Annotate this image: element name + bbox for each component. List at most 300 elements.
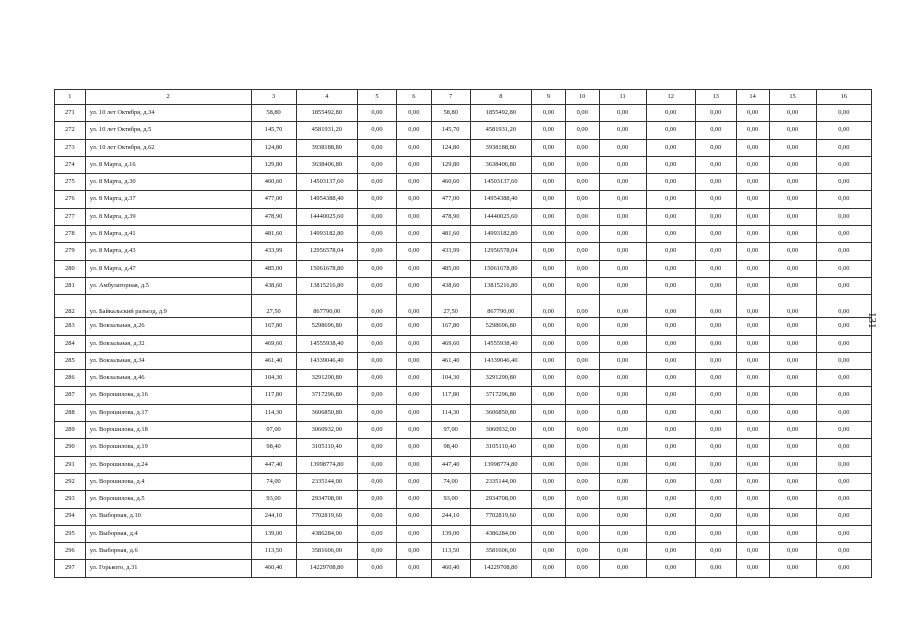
table-row [55, 208, 872, 225]
table-cell: 0,00 [358, 491, 397, 508]
table-cell: 0,00 [532, 560, 566, 577]
table-cell: 0,00 [565, 560, 599, 577]
table-cell: 3060932,00 [296, 422, 357, 439]
table-cell: 0,00 [396, 543, 431, 560]
table-cell: 12956578,04 [296, 243, 357, 260]
column-number-cell: 9 [532, 90, 566, 105]
table-cell: 1855492,80 [296, 105, 357, 122]
table-cell: 0,00 [769, 139, 816, 156]
table-cell: 460,40 [251, 560, 296, 577]
table-cell: 0,00 [736, 439, 769, 456]
table-cell: 0,00 [396, 318, 431, 335]
address-cell: ул. 10 лет Октября, д.34 [85, 105, 251, 122]
table-row [55, 370, 872, 387]
table-cell: 74,00 [431, 473, 470, 490]
table-cell: 296 [55, 543, 86, 560]
table-cell: 285 [55, 352, 86, 369]
table-cell: 0,00 [769, 491, 816, 508]
address-cell: ул. 10 лет Октября, д.5 [85, 122, 251, 139]
table-cell: 293 [55, 491, 86, 508]
table-cell: 0,00 [532, 318, 566, 335]
table-cell: 286 [55, 370, 86, 387]
table-cell: 0,00 [769, 122, 816, 139]
table-row [55, 226, 872, 243]
table-cell: 14503137,60 [296, 174, 357, 191]
table-cell: 4581931,20 [296, 122, 357, 139]
table-cell: 0,00 [695, 243, 736, 260]
table-cell: 0,00 [816, 105, 871, 122]
table-cell: 0,00 [599, 335, 646, 352]
table-cell: 0,00 [565, 277, 599, 294]
table-cell: 290 [55, 439, 86, 456]
table-cell: 0,00 [769, 525, 816, 542]
column-number-cell: 7 [431, 90, 470, 105]
table-cell: 0,00 [736, 335, 769, 352]
table-cell: 0,00 [565, 243, 599, 260]
table-cell: 0,00 [646, 370, 695, 387]
table-cell: 13815216,80 [296, 277, 357, 294]
table-cell: 0,00 [769, 191, 816, 208]
table-cell: 0,00 [358, 260, 397, 277]
table-cell: 0,00 [769, 422, 816, 439]
column-number-cell: 13 [695, 90, 736, 105]
table-cell: 0,00 [695, 295, 736, 318]
table-cell: 0,00 [599, 122, 646, 139]
table-cell: 0,00 [646, 387, 695, 404]
table-cell: 0,00 [358, 105, 397, 122]
table-cell: 104,30 [251, 370, 296, 387]
column-number-cell: 12 [646, 90, 695, 105]
table-cell: 0,00 [646, 491, 695, 508]
table-cell: 98,40 [251, 439, 296, 456]
table-cell: 438,60 [431, 277, 470, 294]
table-cell: 0,00 [769, 543, 816, 560]
table-cell: 0,00 [816, 456, 871, 473]
table-cell: 14954388,40 [470, 191, 531, 208]
table-cell: 279 [55, 243, 86, 260]
table-cell: 58,80 [251, 105, 296, 122]
table-cell: 0,00 [646, 105, 695, 122]
table-cell: 0,00 [769, 318, 816, 335]
table-cell: 13998774,80 [470, 456, 531, 473]
table-cell: 0,00 [816, 335, 871, 352]
table-cell: 0,00 [599, 491, 646, 508]
table-cell: 145,70 [251, 122, 296, 139]
table-cell: 0,00 [532, 139, 566, 156]
table-cell: 0,00 [816, 422, 871, 439]
table-cell: 0,00 [396, 260, 431, 277]
table-row [55, 543, 872, 560]
table-cell: 0,00 [646, 404, 695, 421]
table-cell: 0,00 [736, 456, 769, 473]
table-cell: 0,00 [816, 491, 871, 508]
table-cell: 0,00 [816, 156, 871, 173]
table-cell: 0,00 [532, 208, 566, 225]
table-cell: 0,00 [736, 543, 769, 560]
table-cell: 0,00 [816, 370, 871, 387]
table-cell: 145,70 [431, 122, 470, 139]
table-cell: 0,00 [358, 508, 397, 525]
table-cell: 477,00 [251, 191, 296, 208]
table-cell: 0,00 [599, 422, 646, 439]
table-cell: 15061678,80 [470, 260, 531, 277]
column-number-cell: 6 [396, 90, 431, 105]
table-cell: 0,00 [816, 174, 871, 191]
address-cell: ул. Амбулаторная, д.5 [85, 277, 251, 294]
table-cell: 0,00 [599, 543, 646, 560]
table-cell: 276 [55, 191, 86, 208]
table-cell: 0,00 [396, 105, 431, 122]
table-cell: 0,00 [358, 277, 397, 294]
table-cell: 244,10 [251, 508, 296, 525]
table-cell: 14229708,80 [470, 560, 531, 577]
table-cell: 0,00 [646, 335, 695, 352]
table-cell: 433,99 [431, 243, 470, 260]
table-cell: 0,00 [695, 335, 736, 352]
table-cell: 0,00 [769, 508, 816, 525]
table-cell: 0,00 [532, 226, 566, 243]
table-cell: 0,00 [769, 226, 816, 243]
column-number-cell: 10 [565, 90, 599, 105]
table-cell: 0,00 [565, 295, 599, 318]
table-cell: 0,00 [396, 560, 431, 577]
table-cell: 289 [55, 422, 86, 439]
address-cell: ул. 8 Марта, д.37 [85, 191, 251, 208]
table-cell: 283 [55, 318, 86, 335]
table-cell: 0,00 [646, 243, 695, 260]
table-cell: 0,00 [358, 439, 397, 456]
table-cell: 0,00 [358, 543, 397, 560]
table-cell: 0,00 [646, 560, 695, 577]
table-cell: 0,00 [396, 335, 431, 352]
table-cell: 0,00 [396, 295, 431, 318]
table-cell: 0,00 [695, 456, 736, 473]
table-cell: 0,00 [646, 174, 695, 191]
table-cell: 0,00 [816, 226, 871, 243]
table-cell: 0,00 [646, 456, 695, 473]
table-cell: 0,00 [565, 473, 599, 490]
table-cell: 0,00 [565, 174, 599, 191]
table-cell: 294 [55, 508, 86, 525]
table-cell: 0,00 [695, 370, 736, 387]
table-cell: 0,00 [599, 277, 646, 294]
table-cell: 129,80 [251, 156, 296, 173]
table-cell: 0,00 [599, 473, 646, 490]
table-cell: 277 [55, 208, 86, 225]
table-cell: 0,00 [532, 352, 566, 369]
table-cell: 167,80 [431, 318, 470, 335]
table-cell: 2934708,00 [296, 491, 357, 508]
column-number-cell: 5 [358, 90, 397, 105]
address-cell: ул. Ворошилова, д.4 [85, 473, 251, 490]
table-cell: 3638406,80 [470, 156, 531, 173]
table-cell: 14339046,40 [470, 352, 531, 369]
table-cell: 14440025,60 [470, 208, 531, 225]
table-cell: 0,00 [695, 525, 736, 542]
table-cell: 0,00 [695, 543, 736, 560]
table-cell: 460,60 [251, 174, 296, 191]
table-cell: 295 [55, 525, 86, 542]
column-number-cell: 15 [769, 90, 816, 105]
table-cell: 0,00 [532, 456, 566, 473]
table-row [55, 277, 872, 294]
table-cell: 0,00 [646, 191, 695, 208]
column-number-cell: 3 [251, 90, 296, 105]
table-cell: 0,00 [532, 260, 566, 277]
table-cell: 0,00 [565, 318, 599, 335]
table-cell: 0,00 [599, 105, 646, 122]
table-cell: 2934708,00 [470, 491, 531, 508]
table-cell: 97,00 [431, 422, 470, 439]
table-cell: 0,00 [695, 105, 736, 122]
table-cell: 0,00 [358, 174, 397, 191]
table-cell: 14503137,60 [470, 174, 531, 191]
table-row [55, 122, 872, 139]
table-cell: 0,00 [532, 122, 566, 139]
table-cell: 485,00 [251, 260, 296, 277]
table-cell: 292 [55, 473, 86, 490]
table-cell: 447,40 [251, 456, 296, 473]
table-cell: 0,00 [646, 226, 695, 243]
table-cell: 0,00 [599, 352, 646, 369]
table-cell: 114,30 [431, 404, 470, 421]
table-cell: 0,00 [646, 439, 695, 456]
table-cell: 0,00 [396, 174, 431, 191]
table-row [55, 156, 872, 173]
table-cell: 0,00 [532, 191, 566, 208]
table-cell: 0,00 [358, 525, 397, 542]
address-cell: ул. Ворошилова, д.5 [85, 491, 251, 508]
table-cell: 0,00 [599, 404, 646, 421]
table-cell: 0,00 [736, 226, 769, 243]
table-cell: 0,00 [358, 139, 397, 156]
table-cell: 0,00 [599, 226, 646, 243]
table-cell: 0,00 [396, 208, 431, 225]
table-cell: 139,00 [431, 525, 470, 542]
table-cell: 58,80 [431, 105, 470, 122]
table-cell: 0,00 [396, 387, 431, 404]
table-cell: 0,00 [565, 260, 599, 277]
address-cell: ул. Вокзальная, д.32 [85, 335, 251, 352]
table-cell: 0,00 [396, 139, 431, 156]
table-cell: 0,00 [565, 352, 599, 369]
table-cell: 284 [55, 335, 86, 352]
table-cell: 0,00 [736, 208, 769, 225]
table-cell: 114,30 [251, 404, 296, 421]
table-cell: 167,80 [251, 318, 296, 335]
table-cell: 273 [55, 139, 86, 156]
table-cell: 0,00 [769, 560, 816, 577]
table-cell: 0,00 [358, 456, 397, 473]
table-cell: 0,00 [695, 226, 736, 243]
table-cell: 0,00 [769, 260, 816, 277]
table-cell: 0,00 [769, 404, 816, 421]
table-cell: 0,00 [599, 387, 646, 404]
table-cell: 0,00 [565, 156, 599, 173]
table-cell: 7702819,60 [296, 508, 357, 525]
table-cell: 477,00 [431, 191, 470, 208]
address-cell: ул. Вокзальная, д.26 [85, 318, 251, 335]
table-cell: 867790,00 [296, 295, 357, 318]
table-cell: 0,00 [769, 352, 816, 369]
table-cell: 0,00 [358, 404, 397, 421]
table-cell: 0,00 [565, 422, 599, 439]
table-cell: 0,00 [646, 508, 695, 525]
table-cell: 4581931,20 [470, 122, 531, 139]
table-cell: 460,60 [431, 174, 470, 191]
table-cell: 0,00 [816, 277, 871, 294]
table-cell: 0,00 [396, 439, 431, 456]
table-cell: 0,00 [769, 208, 816, 225]
table-cell: 0,00 [736, 295, 769, 318]
table-cell: 461,40 [251, 352, 296, 369]
table-cell: 0,00 [736, 370, 769, 387]
address-cell: ул. Вокзальная, д.34 [85, 352, 251, 369]
table-cell: 0,00 [736, 318, 769, 335]
table-cell: 0,00 [565, 226, 599, 243]
table-cell: 0,00 [736, 404, 769, 421]
table-cell: 0,00 [358, 243, 397, 260]
table-cell: 0,00 [532, 439, 566, 456]
table-cell: 0,00 [816, 508, 871, 525]
table-cell: 297 [55, 560, 86, 577]
table-cell: 0,00 [695, 208, 736, 225]
table-cell: 0,00 [532, 277, 566, 294]
table-cell: 0,00 [396, 277, 431, 294]
table-cell: 0,00 [532, 156, 566, 173]
table-cell: 0,00 [532, 508, 566, 525]
table-cell: 0,00 [736, 491, 769, 508]
table-row [55, 174, 872, 191]
table-cell: 14954388,40 [296, 191, 357, 208]
table-cell: 13815216,80 [470, 277, 531, 294]
table-cell: 74,00 [251, 473, 296, 490]
table-cell: 12956578,04 [470, 243, 531, 260]
table-cell: 287 [55, 387, 86, 404]
table-cell: 0,00 [695, 156, 736, 173]
table-cell: 0,00 [599, 560, 646, 577]
table-cell: 13998774,80 [296, 456, 357, 473]
table-cell: 0,00 [599, 439, 646, 456]
table-cell: 3291290,80 [470, 370, 531, 387]
address-cell: ул. 8 Марта, д.16 [85, 156, 251, 173]
table-cell: 0,00 [358, 352, 397, 369]
table-cell: 0,00 [565, 370, 599, 387]
table-cell: 0,00 [646, 139, 695, 156]
table-cell: 3717296,80 [470, 387, 531, 404]
table-cell: 0,00 [599, 456, 646, 473]
table-cell: 0,00 [599, 243, 646, 260]
table-cell: 0,00 [816, 560, 871, 577]
table-cell: 117,80 [431, 387, 470, 404]
address-cell: ул. Выборная, д.10 [85, 508, 251, 525]
table-cell: 0,00 [736, 139, 769, 156]
table-cell: 0,00 [646, 318, 695, 335]
table-cell: 0,00 [736, 508, 769, 525]
table-cell: 0,00 [736, 122, 769, 139]
table-cell: 7702819,60 [470, 508, 531, 525]
table-cell: 0,00 [396, 370, 431, 387]
table-row [55, 352, 872, 369]
table-cell: 0,00 [599, 191, 646, 208]
table-cell: 0,00 [565, 456, 599, 473]
table-cell: 5298696,80 [296, 318, 357, 335]
table-cell: 0,00 [599, 139, 646, 156]
table-cell: 3105110,40 [296, 439, 357, 456]
table-cell: 0,00 [816, 525, 871, 542]
table-cell: 0,00 [816, 404, 871, 421]
address-cell: ул. Ворошилова, д.18 [85, 422, 251, 439]
address-cell: ул. 8 Марта, д.30 [85, 174, 251, 191]
table-cell: 0,00 [532, 105, 566, 122]
table-cell: 2335144,00 [470, 473, 531, 490]
table-cell: 0,00 [695, 560, 736, 577]
table-cell: 14555938,40 [296, 335, 357, 352]
table-cell: 282 [55, 295, 86, 318]
table-cell: 2335144,00 [296, 473, 357, 490]
table-cell: 0,00 [396, 491, 431, 508]
table-cell: 93,00 [251, 491, 296, 508]
table-cell: 0,00 [358, 422, 397, 439]
table-cell: 0,00 [565, 543, 599, 560]
table-cell: 0,00 [565, 387, 599, 404]
table-cell: 0,00 [532, 473, 566, 490]
table-cell: 0,00 [769, 387, 816, 404]
table-cell: 0,00 [769, 370, 816, 387]
table-cell: 0,00 [769, 105, 816, 122]
table-cell: 0,00 [695, 422, 736, 439]
table-cell: 3938188,80 [470, 139, 531, 156]
address-cell: ул. Байкальский разъезд, д.9 [85, 295, 251, 318]
table-cell: 0,00 [816, 473, 871, 490]
table-cell: 0,00 [358, 473, 397, 490]
table-cell: 272 [55, 122, 86, 139]
table-cell: 0,00 [396, 156, 431, 173]
table-cell: 0,00 [695, 139, 736, 156]
table-cell: 0,00 [599, 525, 646, 542]
table-cell: 0,00 [736, 525, 769, 542]
table-cell: 0,00 [396, 243, 431, 260]
table-cell: 0,00 [816, 318, 871, 335]
table-cell: 0,00 [695, 352, 736, 369]
table-cell: 0,00 [816, 260, 871, 277]
table-cell: 0,00 [646, 260, 695, 277]
address-cell: ул. Выборная, д.4 [85, 525, 251, 542]
table-cell: 0,00 [532, 491, 566, 508]
table-cell: 3606850,80 [470, 404, 531, 421]
table-cell: 14555938,40 [470, 335, 531, 352]
table-cell: 97,00 [251, 422, 296, 439]
table-cell: 0,00 [695, 508, 736, 525]
table-cell: 3717296,80 [296, 387, 357, 404]
table-cell: 3060932,00 [470, 422, 531, 439]
table-cell: 438,60 [251, 277, 296, 294]
address-cell: ул. 10 лет Октября, д.62 [85, 139, 251, 156]
table-cell: 0,00 [565, 404, 599, 421]
table-row [55, 439, 872, 456]
table-cell: 275 [55, 174, 86, 191]
table-cell: 0,00 [565, 105, 599, 122]
table-cell: 0,00 [565, 525, 599, 542]
table-cell: 0,00 [532, 404, 566, 421]
table-cell: 0,00 [358, 226, 397, 243]
table-cell: 0,00 [816, 243, 871, 260]
table-cell: 0,00 [396, 122, 431, 139]
table-cell: 0,00 [599, 370, 646, 387]
table-cell: 0,00 [695, 122, 736, 139]
table-cell: 481,60 [251, 226, 296, 243]
table-cell: 0,00 [599, 508, 646, 525]
